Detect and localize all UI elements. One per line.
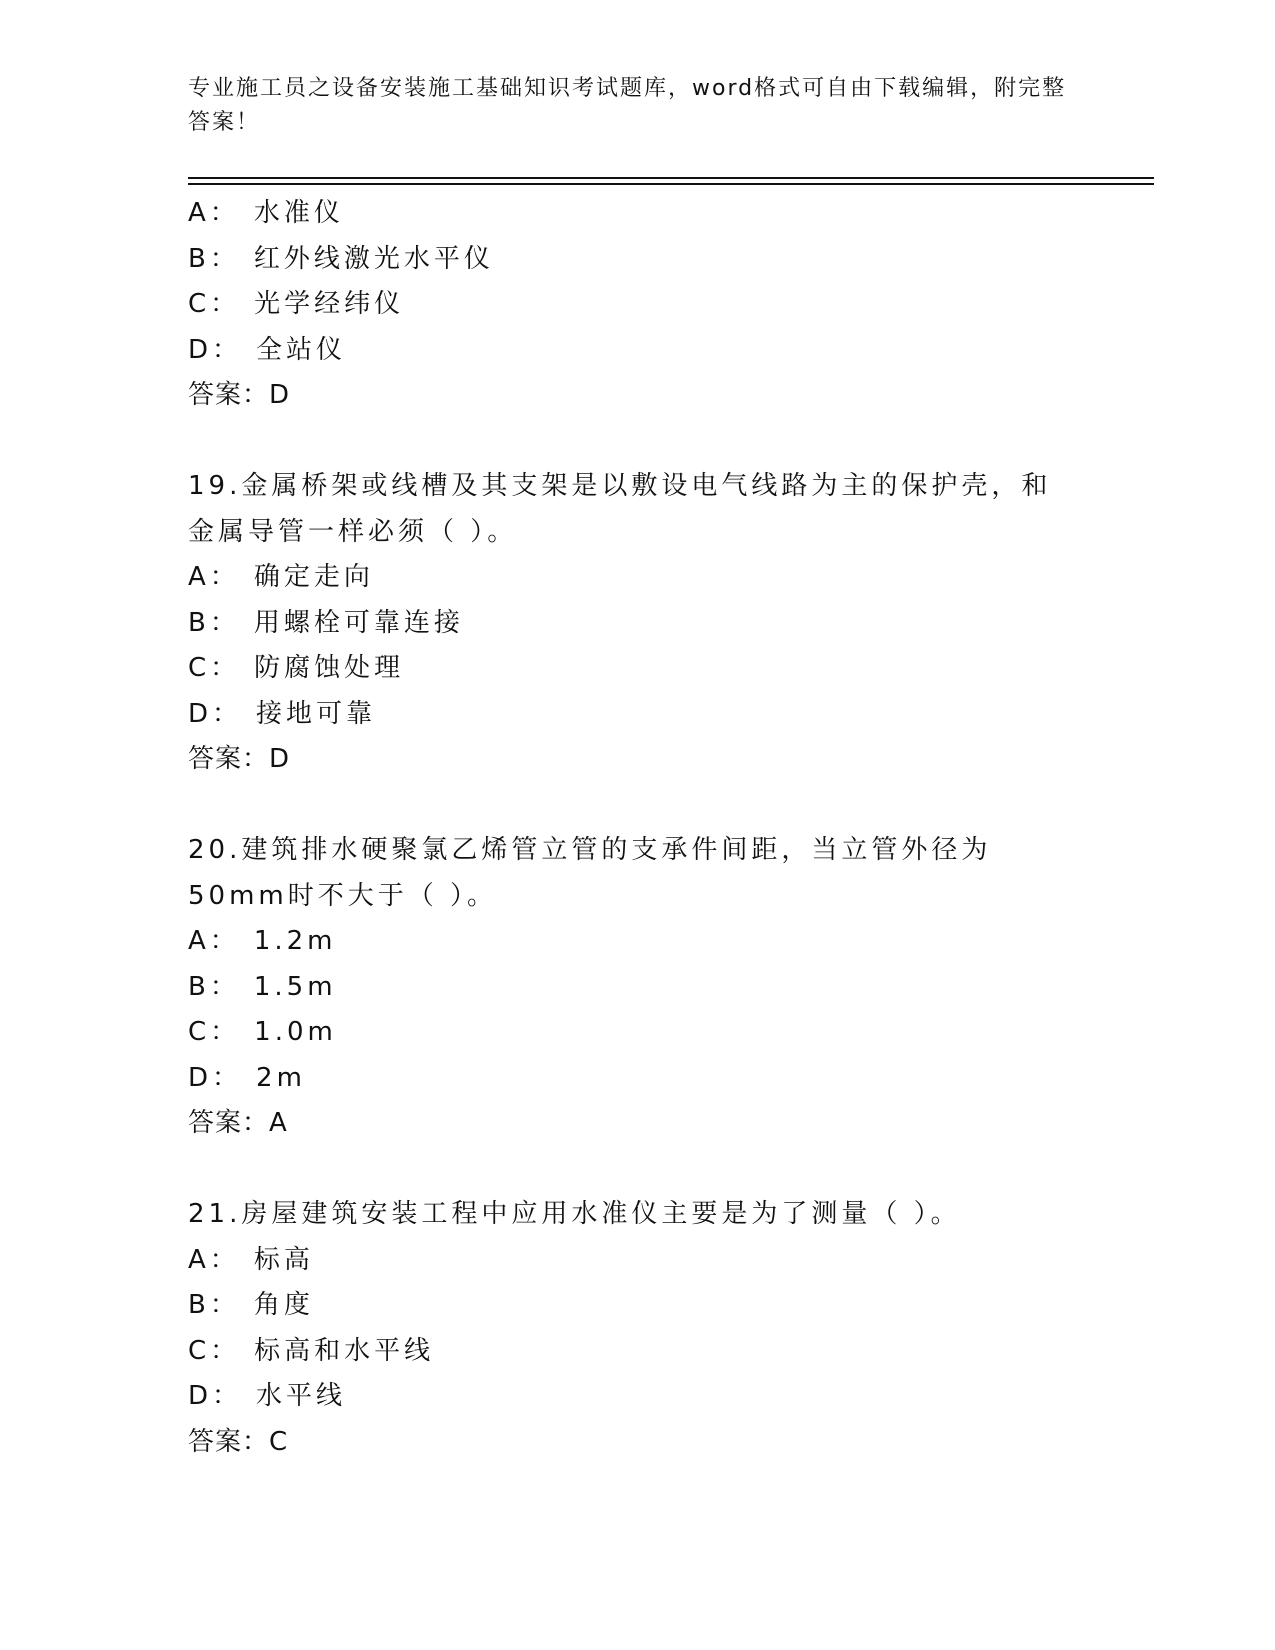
option-key: B (188, 1290, 210, 1320)
spacer (188, 1147, 1088, 1193)
question-21 (188, 1192, 1088, 1465)
option-key: D (188, 1062, 213, 1093)
option-separator: ： (209, 1290, 240, 1320)
spacer (188, 783, 1088, 829)
answer-label: 答案： (188, 1108, 270, 1138)
option-text: 标高和水平线 (254, 1335, 435, 1366)
option-key: C (188, 289, 211, 319)
option-separator: ： (212, 1062, 243, 1093)
option-text: 角度 (253, 1290, 314, 1320)
question-stem: 21.房屋建筑安装工程中应用水准仪主要是为了测量（ ）。 (188, 1199, 961, 1229)
option-separator: ： (209, 198, 240, 228)
option-a (188, 919, 1088, 965)
option-key: B (188, 971, 210, 1002)
option-text: 标高 (253, 1244, 314, 1275)
question-stem: 20.建筑排水硬聚氯乙烯管立管的支承件间距，当立管外径为50mm时不大于（ ）。 (188, 835, 992, 911)
option-text: 确定走向 (253, 562, 374, 592)
option-text: 水准仪 (253, 198, 344, 228)
option-key: C (188, 1335, 211, 1366)
option-separator: ： (212, 698, 243, 729)
spacer (188, 419, 1088, 465)
question-20 (188, 828, 1088, 1147)
option-separator: ： (209, 1244, 240, 1275)
header-divider-bottom (188, 183, 1154, 185)
option-separator: ： (209, 562, 240, 592)
option-d (188, 328, 1088, 374)
option-text: 1.2m (253, 926, 337, 956)
option-key: A (188, 198, 210, 228)
option-text: 全站仪 (256, 334, 347, 365)
option-text: 红外线激光水平仪 (253, 243, 494, 274)
option-text: 接地可靠 (256, 698, 377, 729)
option-a (188, 555, 1088, 601)
option-separator: ： (212, 1381, 243, 1411)
option-b (188, 237, 1088, 283)
option-separator: ： (210, 1017, 241, 1047)
option-d (188, 692, 1088, 738)
option-text: 用螺栓可靠连接 (253, 607, 464, 638)
answer-value: C (269, 1426, 289, 1457)
option-c (188, 646, 1088, 692)
option-b (188, 965, 1088, 1011)
answer-line (188, 1101, 1088, 1147)
answer-label: 答案： (188, 744, 270, 774)
question-list (188, 191, 1088, 1465)
answer-value: D (269, 380, 291, 410)
option-separator: ： (210, 1335, 241, 1366)
option-a (188, 1238, 1088, 1284)
answer-label: 答案： (188, 1426, 270, 1457)
document-header: 专业施工员之设备安装施工基础知识考试题库，word格式可自由下载编辑，附完整答案！ (188, 76, 1067, 135)
option-key: D (188, 1381, 213, 1411)
option-text: 1.5m (253, 971, 337, 1002)
option-c (188, 1329, 1088, 1375)
option-key: B (188, 607, 210, 638)
option-d (188, 1374, 1088, 1420)
option-separator: ： (212, 334, 243, 365)
option-a (188, 191, 1088, 237)
option-c (188, 282, 1088, 328)
answer-value: A (269, 1108, 288, 1138)
option-text: 1.0m (254, 1017, 337, 1047)
option-key: C (188, 653, 211, 683)
option-text: 防腐蚀处理 (254, 653, 405, 683)
answer-line (188, 1420, 1088, 1466)
option-key: C (188, 1017, 211, 1047)
option-key: D (188, 334, 213, 365)
option-key: A (188, 562, 210, 592)
option-text: 水平线 (256, 1381, 347, 1411)
question-18-continued (188, 191, 1088, 419)
option-c (188, 1010, 1088, 1056)
option-separator: ： (210, 653, 241, 683)
option-text: 光学经纬仪 (254, 289, 405, 319)
header-divider-top (188, 177, 1154, 179)
option-separator: ： (209, 926, 240, 956)
option-separator: ： (209, 243, 240, 274)
option-b (188, 601, 1088, 647)
question-stem: 19.金属桥架或线槽及其支架是以敷设电气线路为主的保护壳，和金属导管一样必须（ ）。 (188, 471, 1052, 547)
option-text: 2m (256, 1062, 306, 1093)
question-19 (188, 464, 1088, 783)
option-separator: ： (209, 607, 240, 638)
answer-line (188, 373, 1088, 419)
option-b (188, 1283, 1088, 1329)
option-d (188, 1056, 1088, 1102)
option-separator: ： (209, 971, 240, 1002)
answer-value: D (269, 744, 291, 774)
option-key: A (188, 1244, 210, 1275)
option-separator: ： (210, 289, 241, 319)
option-key: A (188, 926, 210, 956)
answer-line (188, 737, 1088, 783)
option-key: D (188, 698, 213, 729)
option-key: B (188, 243, 210, 274)
answer-label: 答案： (188, 380, 270, 410)
